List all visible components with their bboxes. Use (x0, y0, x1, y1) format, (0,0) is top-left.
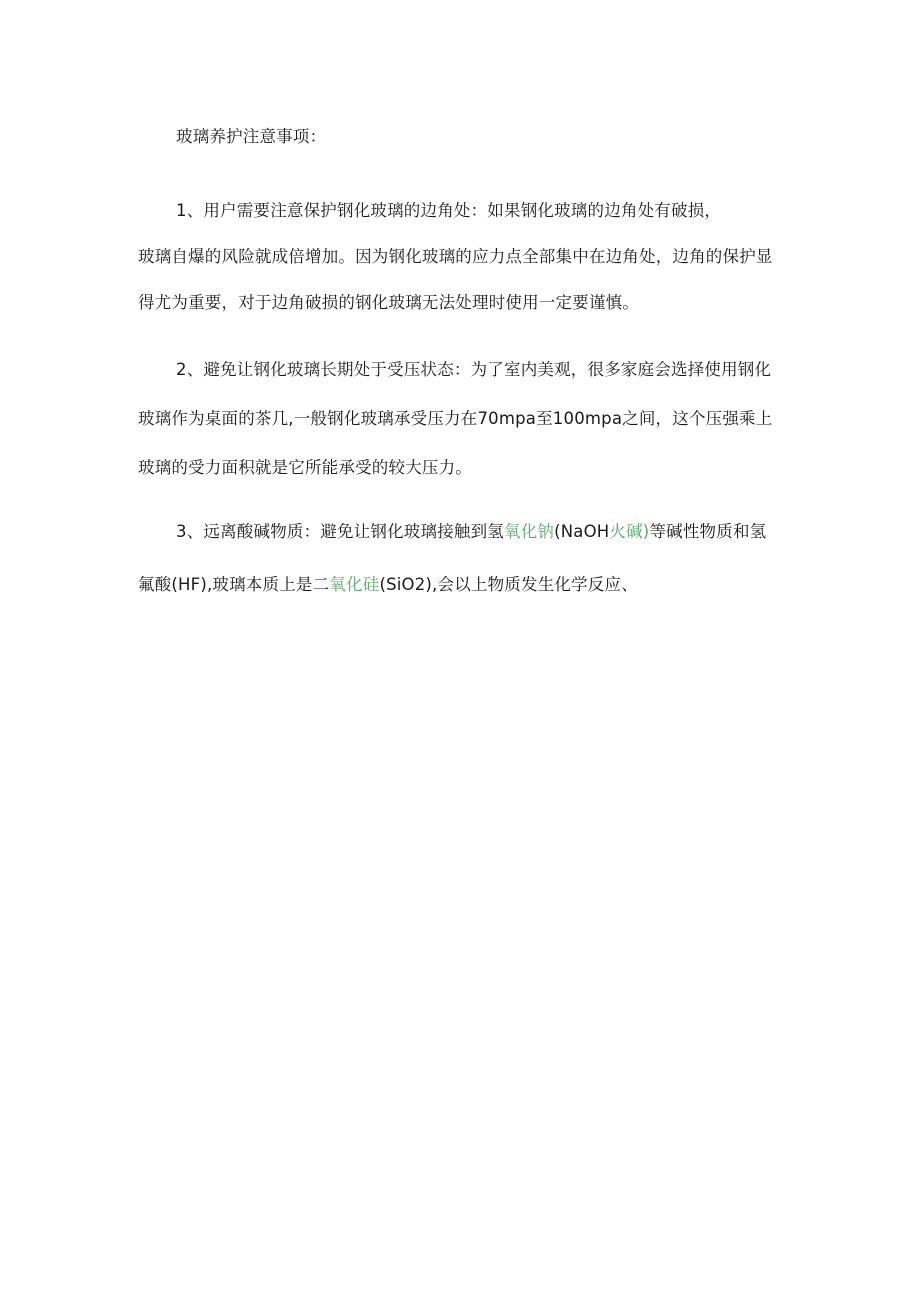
paragraph-1-line-3: 得尤为重要，对于边角破损的钢化玻璃无法处理时使用一定要谨慎。 (138, 293, 639, 312)
link-silicon-dioxide[interactable]: 氧化硅 (329, 575, 380, 594)
paragraph-2-line-1: 2、避免让钢化玻璃长期处于受压状态：为了室内美观，很多家庭会选择使用钢化 (176, 360, 772, 379)
link-sodium-hydroxide[interactable]: 氧化钠 (504, 522, 555, 541)
paragraph-3-text: (SiO2),会以上物质发生化学反应、 (379, 575, 638, 594)
paragraph-1-line-1: 1、用户需要注意保护钢化玻璃的边角处：如果钢化玻璃的边角处有破损， (176, 201, 722, 220)
document-title: 玻璃养护注意事项： (176, 127, 327, 146)
paragraph-3-line-1 (176, 521, 766, 543)
paragraph-3-text: 氟酸(HF),玻璃本质上是二 (138, 575, 330, 594)
paragraph-3-text: 等碱性物质和氢 (649, 522, 767, 541)
paragraph-3-line-2 (138, 574, 638, 596)
link-caustic-soda[interactable]: 火碱) (609, 522, 650, 541)
paragraph-2-line-3: 玻璃的受力面积就是它所能承受的较大压力。 (138, 458, 472, 477)
paragraph-3-text: (NaOH (554, 522, 610, 541)
paragraph-1-line-2: 玻璃自爆的风险就成倍增加。因为钢化玻璃的应力点全部集中在边角处，边角的保护显 (138, 247, 773, 266)
paragraph-3-text: 3、远离酸碱物质：避免让钢化玻璃接触到氢 (176, 522, 504, 541)
paragraph-2-line-2: 玻璃作为桌面的茶几,一般钢化玻璃承受压力在70mpa至100mpa之间，这个压强乘上 (138, 409, 773, 428)
